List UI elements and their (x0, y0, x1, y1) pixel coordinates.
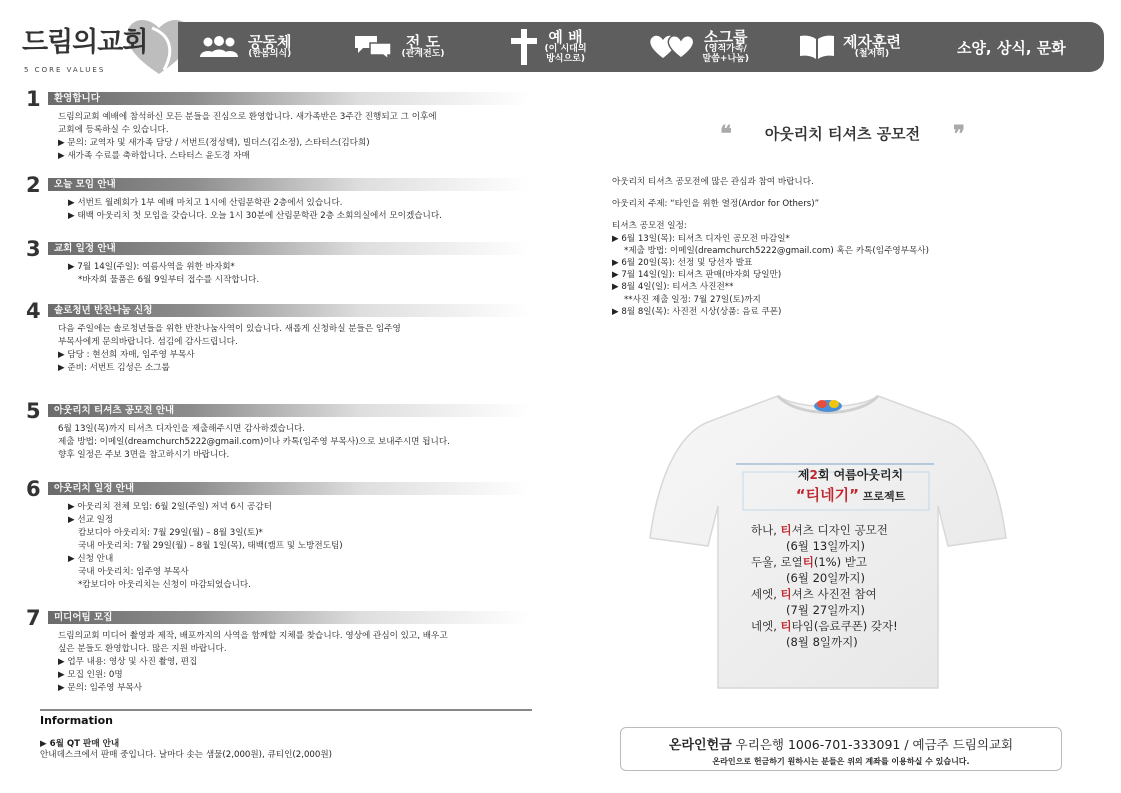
list-item-date: (6월 13일까지) (786, 539, 866, 553)
nav-worship-sub2: 방식으로) (546, 54, 585, 65)
church-logo[interactable] (14, 14, 189, 78)
hearts-icon (649, 34, 695, 60)
nav-evangelism-sub: (관계전도) (401, 49, 445, 60)
information-text: 안내데스크에서 판매 중입니다. 날마다 솟는 샘물(2,000원), 큐티인(2,000원) (40, 750, 333, 760)
tshirt-headline (768, 466, 933, 483)
section-bar (48, 242, 530, 255)
nav-worship-sub: (이 시대의 (544, 44, 587, 55)
offering-label: 온라인헌금 (668, 738, 732, 753)
text-line: 향후 일정은 주보 3면을 참고하시기 바랍니다. (58, 450, 230, 460)
text-line: *바자회 물품은 6월 9일부터 접수를 시작합니다. (78, 275, 260, 285)
section-number: 3 (26, 237, 41, 261)
text-line: 교회에 등록하실 수 있습니다. (58, 125, 169, 135)
section-body (58, 261, 528, 287)
headline-part: 제 (797, 468, 810, 482)
section-body (58, 197, 528, 223)
section-bar (48, 178, 530, 191)
list-item-date: (6월 20일까지) (786, 571, 866, 585)
text-line: ▶ 문의: 교역자 및 새가족 담당 / 서번트(정성택), 빌더스(김소정), 스타터스(김다희) (58, 138, 370, 148)
text-line: 티셔츠 공모전 일정: (612, 221, 687, 232)
nav-discipleship-label: 제자훈련 (842, 32, 901, 51)
text-line: 캄보디아 아웃리치: 7월 29일(월) – 8월 3일(토)* (78, 528, 263, 538)
contest-title: 아웃리치 티셔츠 공모전 (764, 125, 921, 143)
logo-text: 드림의교회 (22, 27, 148, 58)
item-prefix: 하나, (751, 523, 781, 537)
contest-body (612, 176, 1052, 318)
item-prefix: 네엣, (751, 619, 781, 633)
section-number: 5 (26, 399, 41, 423)
section-body (58, 323, 528, 375)
text-line: ▶ 담당 : 현선희 자매, 임주영 부목사 (58, 350, 195, 360)
text-line: 드림의교회 미디어 촬영과 제작, 배포까지의 사역을 함께할 지체를 찾습니다. 영상에 관심이 있고, 배우고 (58, 631, 448, 641)
tshirt-project-title (768, 484, 933, 505)
text-line: ▶ 아웃리치 전체 모임: 6월 2일(주일) 저녁 6시 공감터 (68, 502, 272, 512)
item-text: 셔츠 사진전 참여 (791, 587, 877, 601)
list-item (751, 554, 951, 570)
text-line: 아웃리치 티셔츠 공모전에 많은 관심과 참여 바랍니다. (612, 177, 814, 187)
offering-note: 온라인으로 헌금하기 원하시는 분들은 위의 계좌를 이용하실 수 있습니다. (712, 757, 970, 766)
text-line: ▶ 신청 안내 (68, 554, 114, 564)
online-offering-box (620, 727, 1062, 771)
nav-smallgroup-sub: (영적가족/ (704, 44, 747, 55)
item-text: (1%) 받고 (813, 555, 867, 569)
text-line: ▶ 선교 일정 (68, 515, 114, 525)
cross-icon (511, 29, 537, 65)
project-name: “티네기” (795, 486, 859, 504)
quote-close-icon: ❞ (953, 120, 965, 147)
headline-number: 2 (809, 468, 818, 482)
nav-smallgroup-label: 소그룹 (704, 27, 748, 46)
section-number: 6 (26, 477, 41, 501)
text-line: ▶ 새가족 수료를 축하합니다. 스타터스 윤도경 자매 (58, 151, 250, 161)
nav-smallgroup-sub2: 말씀+나눔) (702, 54, 749, 65)
text-line: ▶ 서번트 월례회가 1부 예배 마치고 1시에 산림문학관 2층에서 있습니다. (68, 198, 343, 208)
spacer (612, 188, 1052, 198)
item-text: 셔츠 디자인 공모전 (791, 523, 888, 537)
nav-evangelism[interactable] (353, 22, 444, 72)
headline-part: 회 여름아웃리치 (817, 468, 904, 482)
section-number: 1 (26, 87, 41, 111)
section-number: 2 (26, 173, 41, 197)
nav-worship-label: 예 배 (548, 27, 583, 46)
item-highlight: 티 (802, 555, 814, 569)
text-line: ▶ 업무 내용: 영상 및 사진 촬영, 편집 (58, 657, 198, 667)
text-line: *제출 방법: 이메일(dreamchurch5222@gmail.com) 혹은 카톡(임주영부목사) (624, 245, 929, 256)
nav-smallgroup[interactable] (649, 22, 749, 72)
text-line: ▶ 모집 인원: 0명 (58, 670, 123, 680)
section-body (58, 501, 528, 592)
core-values-bar (178, 22, 1104, 72)
item-text: 타임(음료쿠폰) 갖자! (791, 619, 898, 633)
item-highlight: 티 (780, 587, 792, 601)
text-line: 부목사에게 문의바랍니다. 섬김에 감사드립니다. (58, 337, 238, 347)
text-line: 싶은 분들도 환영합니다. 많은 지원 바랍니다. (58, 644, 227, 654)
text-line: ▶ 8월 4일(일): 티셔츠 사진전** (612, 282, 734, 293)
item-highlight: 티 (780, 619, 792, 633)
text-line: 6월 13일(목)까지 티셔츠 디자인을 제출해주시면 감사하겠습니다. (58, 424, 306, 434)
section-title: 미디어팀 모집 (54, 612, 113, 623)
section-title: 교회 일정 안내 (54, 243, 116, 254)
section-title: 오늘 모임 안내 (54, 179, 116, 190)
text-line: 국내 아웃리치: 7월 29일(월) – 8월 1일(목), 태백(캠프 및 노방전도팀) (78, 541, 343, 551)
information-title: Information (40, 714, 113, 727)
section-bar (48, 92, 530, 105)
text-line: ▶ 문의: 임주영 부목사 (58, 683, 143, 693)
nav-community-sub: (한몸의식) (248, 49, 292, 60)
divider (40, 709, 532, 711)
section-title: 솔로청년 반찬나눔 신청 (54, 305, 153, 316)
list-item-date: (7월 27일까지) (786, 603, 866, 617)
list-item (751, 522, 951, 538)
section-number: 7 (26, 606, 41, 630)
text-line: ▶ 준비: 서번트 김성은 소그룹 (58, 363, 170, 373)
text-line: **사진 제출 일정: 7월 27일(토)까지 (624, 294, 761, 305)
text-line: ▶ 태백 아웃리치 첫 모임을 갖습니다. 오늘 1시 30분에 산림문학관 2층 소회의실에서 모이겠습니다. (68, 211, 442, 221)
list-item (751, 586, 951, 602)
text-line: 제출 방법: 이메일(dreamchurch5222@gmail.com)이나 카톡(임주영 부목사)으로 보내주시면 됩니다. (58, 437, 450, 447)
section-title: 아웃리치 일정 안내 (54, 483, 135, 494)
section-title: 아웃리치 티셔츠 공모전 안내 (54, 405, 175, 416)
text-line: ▶ 7월 14일(주일): 여름사역을 위한 바자회* (68, 262, 235, 272)
nav-community-label: 공동체 (248, 32, 292, 51)
text-line: ▶ 8월 8일(목): 사진전 시상(상품: 음료 쿠폰) (612, 306, 782, 317)
item-prefix: 두울, 로열 (751, 555, 803, 569)
tshirt-list (751, 522, 951, 650)
speech-bubbles-icon (353, 34, 393, 60)
text-line: ▶ 7월 14일(일): 티셔츠 판매(바자회 당일만) (612, 270, 782, 281)
offering-account-text: 우리은행 1006-701-333091 / 예금주 드림의교회 (731, 737, 1014, 752)
quote-open-icon: ❝ (720, 120, 732, 147)
information-subtitle: ▶ 6월 QT 판매 안내 (40, 739, 120, 749)
nav-culture-label: 소양, 상식, 문화 (956, 38, 1066, 57)
contest-heading (720, 120, 965, 147)
text-line: ▶ 6월 13일(목): 티셔츠 디자인 공모전 마감일* (612, 233, 790, 244)
list-item-date: (8월 8일까지) (786, 635, 858, 649)
section-bar (48, 611, 530, 624)
item-highlight: 티 (780, 523, 792, 537)
text-line: ▶ 6월 20일(목): 선정 및 당선자 발표 (612, 258, 753, 269)
section-body (58, 423, 528, 462)
tshirt-image (648, 388, 1008, 690)
text-line: 아웃리치 주제: “타인을 위한 열정(Ardor for Others)” (612, 199, 820, 210)
nav-community[interactable] (198, 22, 291, 72)
people-icon (198, 36, 240, 58)
header (0, 0, 1121, 82)
nav-worship[interactable] (511, 22, 587, 72)
nav-discipleship[interactable] (799, 22, 901, 72)
section-body (58, 630, 528, 695)
section-number: 4 (26, 299, 41, 323)
text-line: *캄보디아 아웃리치는 신청이 마감되었습니다. (78, 580, 251, 590)
text-line: 다음 주일에는 솔로청년들을 위한 반찬나눔사역이 있습니다. 새롭게 신청하실 분들은 임주영 (58, 324, 401, 334)
list-item (751, 618, 951, 634)
project-suffix: 프로젝트 (858, 490, 906, 503)
section-body (58, 111, 528, 163)
text-line: 국내 아웃리치: 임주영 부목사 (78, 567, 189, 577)
book-icon (799, 34, 835, 60)
item-prefix: 세엣, (751, 587, 781, 601)
section-title: 환영합니다 (54, 93, 100, 104)
information-box (40, 714, 532, 761)
spacer (612, 210, 1052, 220)
text-line: 드림의교회 예배에 참석하신 모든 분들을 진심으로 환영합니다. 새가족반은 3주간 진행되고 그 이후에 (58, 112, 437, 122)
nav-evangelism-label: 전 도 (405, 32, 441, 51)
nav-discipleship-sub: (철저히) (854, 49, 890, 60)
offering-account (621, 734, 1061, 753)
logo-subtitle: 5 CORE VALUES (24, 66, 106, 74)
nav-culture[interactable] (957, 22, 1066, 72)
